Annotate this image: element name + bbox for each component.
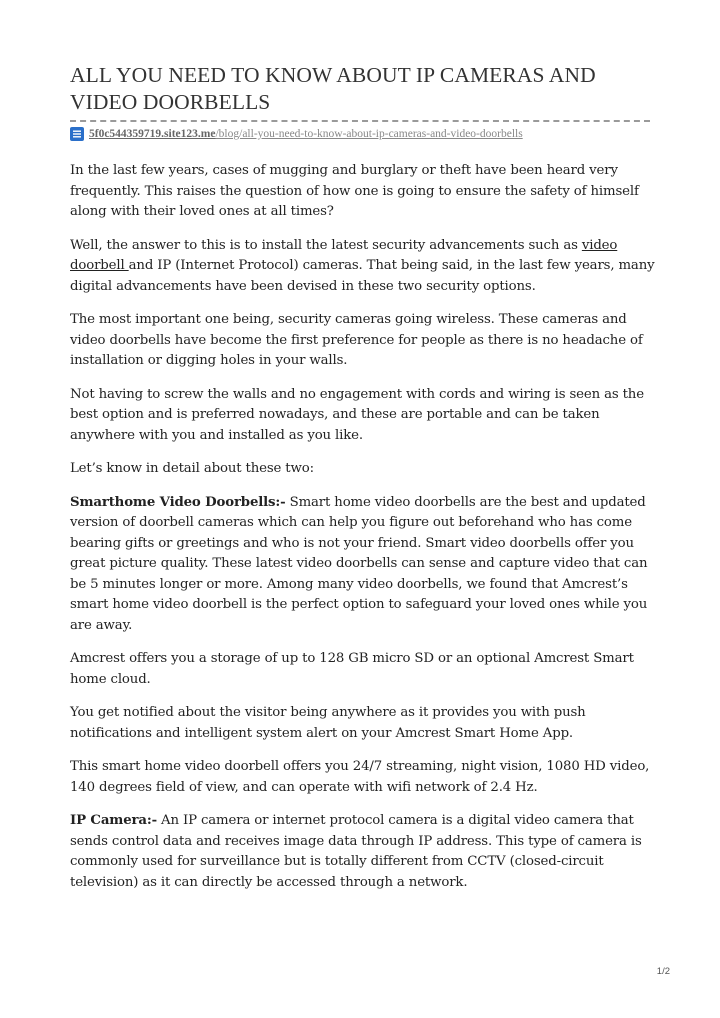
document-list-icon [70, 127, 84, 141]
page-title: ALL YOU NEED TO KNOW ABOUT IP CAMERAS AND VIDEO DOORBELLS [70, 63, 596, 114]
doorbells-body: Smart home video doorbells are the best and updated version of doorbell cameras which can help you figure out beforehand who has come bearing gifts or greetings and who is not your friend. Smart video doorbells offer you great picture quality. These latest video doorbells can sense and capture video that can be 5 minutes longer or more. Among many video doorbells, we found that Amcrest’s smart home video doorbell is the perfect option to safeguard your loved ones while you are away. [70, 494, 648, 633]
paragraph-answer-text-1: Well, the answer to this is to install the latest security advancements such as [70, 237, 582, 253]
title-divider [70, 120, 650, 122]
paragraph-intro: In the last few years, cases of mugging and burglary or theft have been heard very frequently. This raises the question of how one is going to ensure the safety of himself along with their loved ones at all times? [70, 163, 639, 219]
paragraph-answer [70, 236, 660, 298]
paragraph-notifications: You get notified about the visitor being anywhere as it provides you with push notifications and intelligent system alert on your Amcrest Smart Home App. [70, 705, 586, 741]
paragraph-detail-intro: Let’s know in detail about these two: [70, 461, 314, 476]
video-doorbell-link[interactable]: video doorbell [70, 237, 618, 273]
paragraph-features: This smart home video doorbell offers you 24/7 streaming, night vision, 1080 HD video, 140 degrees field of view, and can operate with wifi network of 2.4 Hz. [70, 759, 650, 795]
source-domain[interactable]: 5f0c544359719.site123.me [89, 128, 216, 140]
paragraph-wireless: The most important one being, security cameras going wireless. These cameras and video doorbells have become the first preference for people as there is no headache of installation or digging holes in your walls. [70, 312, 643, 368]
source-link[interactable] [70, 127, 660, 141]
document-page [70, 62, 660, 906]
paragraph-answer-text-2: and IP (Internet Protocol) cameras. That being said, in the last few years, many digital advancements have been devised in these two security options. [70, 258, 655, 294]
article-body [70, 161, 660, 893]
source-path[interactable]: /blog/all-you-need-to-know-about-ip-cameras-and-video-doorbells [215, 128, 523, 140]
paragraph-doorbells [70, 493, 660, 637]
ip-camera-heading: IP Camera:- [70, 813, 157, 828]
paragraph-storage: Amcrest offers you a storage of up to 128 GB micro SD or an optional Amcrest Smart home cloud. [70, 651, 634, 687]
page-number: 1/2 [656, 966, 670, 977]
ip-camera-body: An IP camera or internet protocol camera is a digital video camera that sends control data and receives image data through IP address. This type of camera is commonly used for surveillance but is totally different from CCTV (closed-circuit television) as it can directly be accessed through a network. [70, 813, 642, 890]
doorbells-heading: Smarthome Video Doorbells:- [70, 494, 286, 510]
paragraph-ip-camera [70, 811, 660, 893]
paragraph-portable: Not having to screw the walls and no engagement with cords and wiring is seen as the best option and is preferred nowadays, and these are portable and can be taken anywhere with you and installed as you like. [70, 386, 644, 443]
